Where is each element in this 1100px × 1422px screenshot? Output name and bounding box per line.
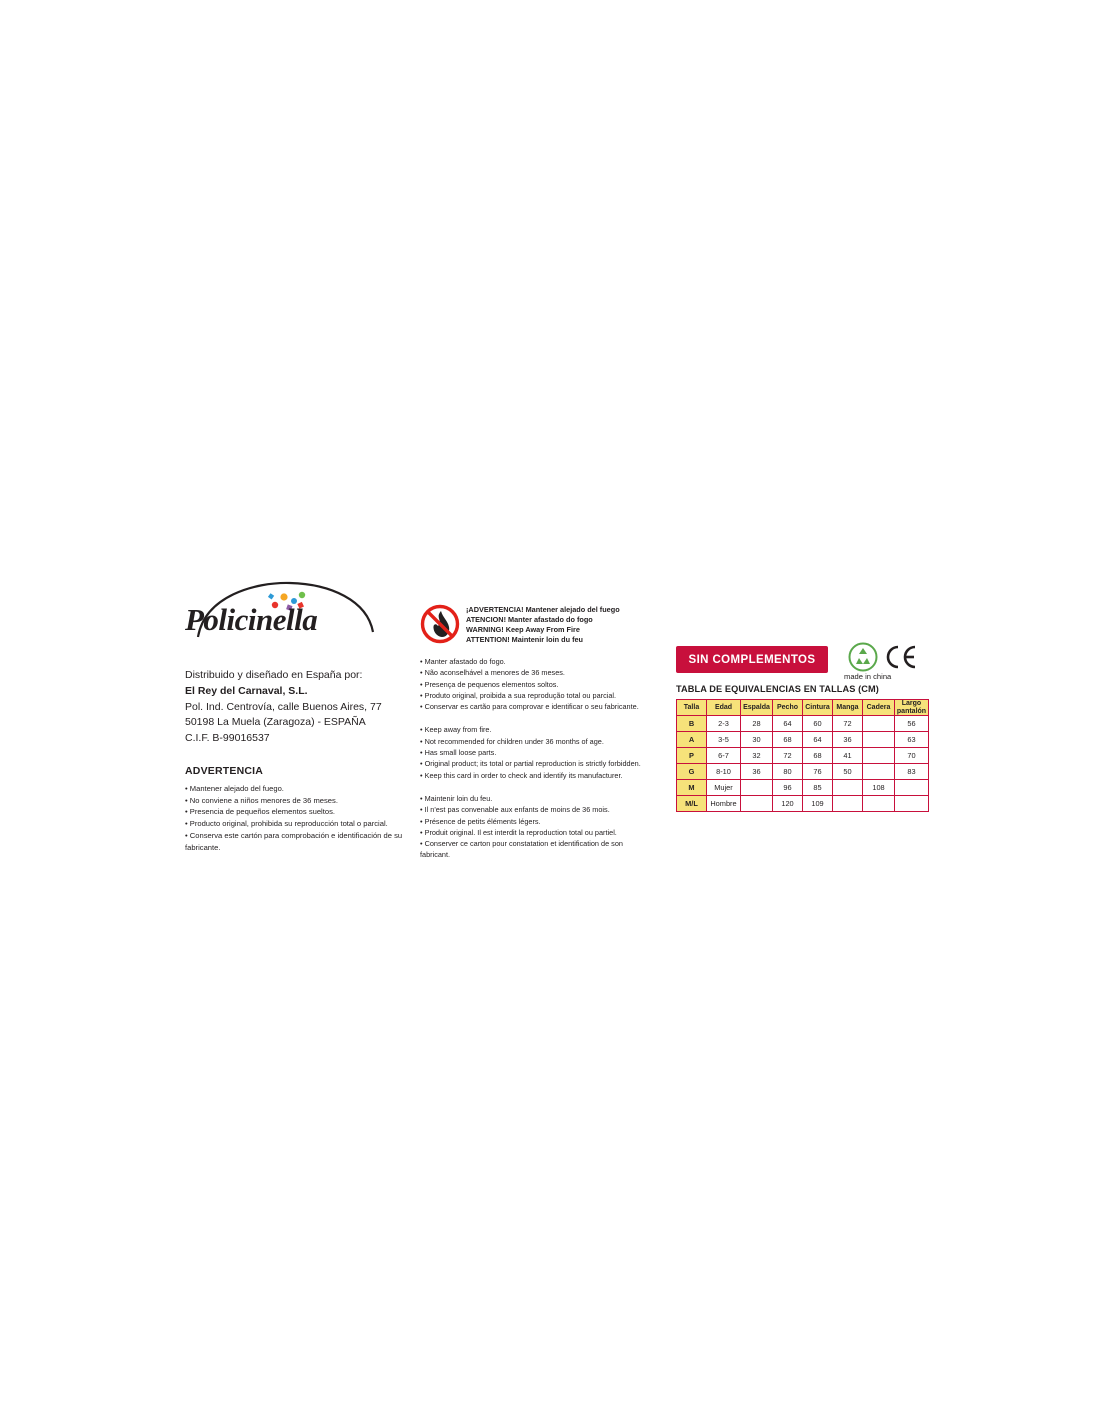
made-in-label: made in china <box>844 672 892 681</box>
list-item: • Presencia de pequeños elementos sueltos. <box>185 807 335 817</box>
cell-espalda: 36 <box>741 764 773 780</box>
recycle-icon <box>848 642 878 672</box>
list-item: • Mantener alejado del fuego. <box>185 783 284 793</box>
table-row <box>677 764 929 780</box>
cell-talla: M/L <box>677 796 707 812</box>
list-item: • Has small loose parts. <box>420 748 497 758</box>
cell-talla: B <box>677 716 707 732</box>
warning-line-es: ¡ADVERTENCIA! Mantener alejado del fuego <box>466 605 620 614</box>
list-item: • Présence de petits éléments légers. <box>420 816 541 826</box>
badge-row <box>676 640 936 680</box>
cell-edad: Hombre <box>707 796 741 812</box>
cell-talla: A <box>677 732 707 748</box>
brand-name: Policinella <box>185 602 318 637</box>
cell-edad: 3-5 <box>707 732 741 748</box>
cell-pecho: 80 <box>773 764 803 780</box>
cell-pecho: 96 <box>773 780 803 796</box>
cell-manga: 50 <box>833 764 863 780</box>
list-item: • Not recommended for children under 36 months of age. <box>420 736 604 746</box>
distributor-company: El Rey del Carnaval, S.L. <box>185 684 308 697</box>
col-header-pecho: Pecho <box>773 700 803 716</box>
list-item: • Keep this card in order to check and identify its manufacturer. <box>420 770 623 780</box>
cell-cintura: 60 <box>803 716 833 732</box>
list-item: • Conserva este cartón para comprobación e identificación de su fabricante. <box>185 830 403 852</box>
cell-espalda <box>741 780 773 796</box>
warning-list-fr <box>420 793 650 861</box>
col-header-cintura: Cintura <box>803 700 833 716</box>
table-row <box>677 716 929 732</box>
cell-cintura: 85 <box>803 780 833 796</box>
cell-largo <box>895 780 929 796</box>
cell-cadera <box>863 748 895 764</box>
list-item: • Produto original, proibida a sua reprodução total ou parcial. <box>420 690 617 700</box>
cell-pecho: 68 <box>773 732 803 748</box>
cell-cadera: 108 <box>863 780 895 796</box>
list-item: • Keep away from fire. <box>420 725 492 735</box>
cell-espalda: 28 <box>741 716 773 732</box>
cell-largo <box>895 796 929 812</box>
distributor-cif: C.I.F. B-99016537 <box>185 732 270 744</box>
cell-talla: M <box>677 780 707 796</box>
cell-largo: 56 <box>895 716 929 732</box>
cell-edad: 8-10 <box>707 764 741 780</box>
cell-cadera <box>863 732 895 748</box>
cell-pecho: 64 <box>773 716 803 732</box>
cell-espalda <box>741 796 773 812</box>
cell-pecho: 120 <box>773 796 803 812</box>
list-item: • No conviene a niños menores de 36 meses. <box>185 795 338 805</box>
no-fire-icon <box>420 604 460 644</box>
cell-manga: 72 <box>833 716 863 732</box>
cell-espalda: 32 <box>741 748 773 764</box>
warning-line-pt: ATENCION! Manter afastado do fogo <box>466 615 593 625</box>
warning-list-pt <box>420 656 650 712</box>
warning-line-fr: ATTENTION! Maintenir loin du feu <box>466 635 584 645</box>
cell-cintura: 76 <box>803 764 833 780</box>
brand-logo <box>185 580 390 652</box>
multilingual-warnings-column <box>420 604 650 861</box>
col-header-cadera: Cadera <box>863 700 895 716</box>
cell-cadera <box>863 796 895 812</box>
distributor-column <box>185 580 435 853</box>
cell-largo: 63 <box>895 732 929 748</box>
col-header-manga: Manga <box>833 700 863 716</box>
cell-largo: 70 <box>895 748 929 764</box>
table-row <box>677 748 929 764</box>
col-header-largo-pantalon: Largo pantalón <box>895 700 929 716</box>
cell-manga <box>833 780 863 796</box>
cell-edad: 6-7 <box>707 748 741 764</box>
cell-edad: 2-3 <box>707 716 741 732</box>
col-header-edad: Edad <box>707 700 741 716</box>
table-row <box>677 780 929 796</box>
status-badge: SIN COMPLEMENTOS <box>676 646 828 673</box>
advertencia-list <box>185 783 435 854</box>
distributor-block <box>185 668 435 747</box>
distributor-intro: Distribuido y diseñado en España por: <box>185 669 363 681</box>
list-item: • Il n'est pas convenable aux enfants de moins de 36 mois. <box>420 805 610 815</box>
list-item: • Maintenir loin du feu. <box>420 793 493 803</box>
cell-largo: 83 <box>895 764 929 780</box>
cell-talla: G <box>677 764 707 780</box>
advertencia-title: ADVERTENCIA <box>185 764 264 777</box>
col-header-talla: Talla <box>677 700 707 716</box>
cell-espalda: 30 <box>741 732 773 748</box>
list-item: • Conserver ce carton pour constatation et identification de son fabricant. <box>420 839 623 860</box>
warning-list-en <box>420 724 650 780</box>
cell-edad: Mujer <box>707 780 741 796</box>
col-header-espalda: Espalda <box>741 700 773 716</box>
cell-cintura: 68 <box>803 748 833 764</box>
warning-line-en: WARNING! Keep Away From Fire <box>466 625 580 635</box>
ce-mark-icon <box>884 643 918 671</box>
cell-manga <box>833 796 863 812</box>
cell-cintura: 109 <box>803 796 833 812</box>
distributor-address-2: 50198 La Muela (Zaragoza) - ESPAÑA <box>185 716 366 729</box>
cell-manga: 36 <box>833 732 863 748</box>
list-item: • Conservar es cartão para comprovar e identificar o seu fabricante. <box>420 702 639 712</box>
list-item: • Manter afastado do fogo. <box>420 657 506 666</box>
warning-languages <box>466 605 620 645</box>
warning-header <box>420 604 650 646</box>
cell-pecho: 72 <box>773 748 803 764</box>
page-title: TABLA DE EQUIVALENCIAS EN TALLAS (CM) <box>676 684 879 694</box>
list-item: • Original product; its total or partial reproduction is strictly forbidden. <box>420 759 641 769</box>
cell-cadera <box>863 716 895 732</box>
size-equivalence-table <box>676 699 929 812</box>
distributor-address-1: Pol. Ind. Centrovía, calle Buenos Aires, 77 <box>185 700 382 713</box>
list-item: • Producto original, prohibida su reproducción total o parcial. <box>185 819 388 829</box>
list-item: • Presença de pequenos elementos soltos. <box>420 679 559 689</box>
table-row <box>677 732 929 748</box>
cell-cintura: 64 <box>803 732 833 748</box>
table-header-row <box>677 700 929 716</box>
list-item: • Não aconselhável a menores de 36 meses. <box>420 668 565 678</box>
table-row <box>677 796 929 812</box>
cell-talla: P <box>677 748 707 764</box>
cell-manga: 41 <box>833 748 863 764</box>
size-table-column <box>676 640 936 812</box>
cell-cadera <box>863 764 895 780</box>
list-item: • Produit original. Il est interdit la reproduction total ou partiel. <box>420 827 617 837</box>
